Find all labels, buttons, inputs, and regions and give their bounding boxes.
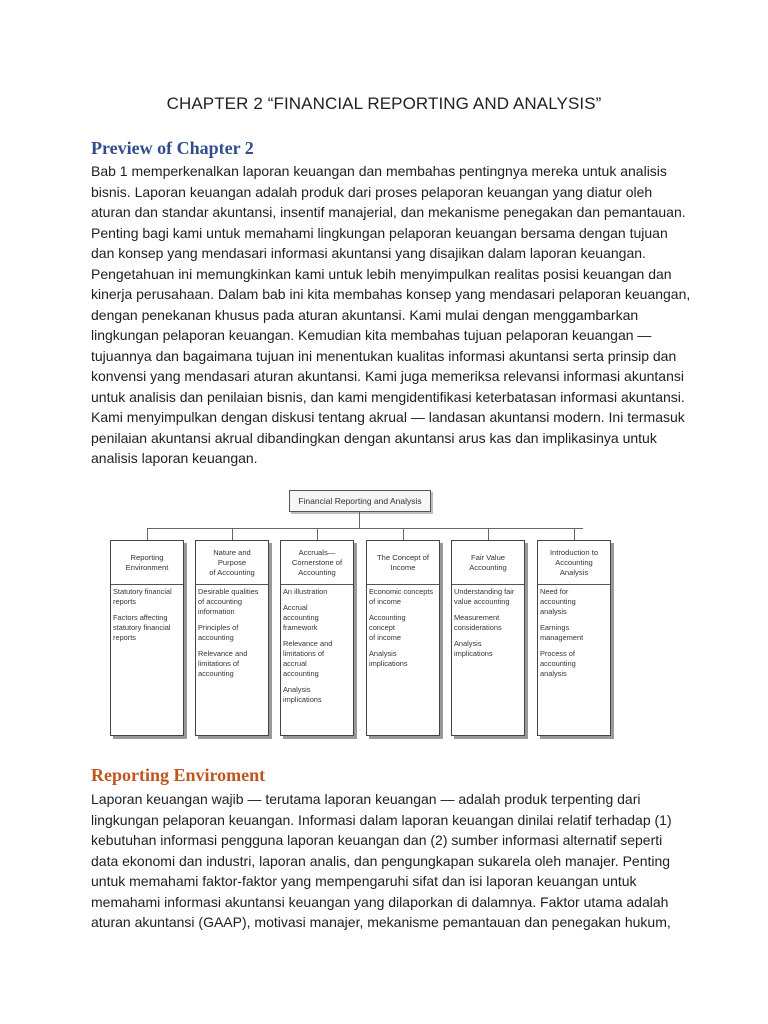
paragraph-line: analisis laporan keuangan. xyxy=(91,450,258,466)
diagram-column xyxy=(280,540,354,736)
paragraph-line: bisnis. Laporan keuangan adalah produk dari proses pelaporan keuangan yang diatur oleh xyxy=(91,183,653,200)
diagram-connector xyxy=(359,512,360,528)
diagram-column-item: Relevance and limitations of accrual accounting xyxy=(283,639,333,678)
diagram-column-heading: Fair Value Accounting xyxy=(452,541,524,585)
paragraph-line: tujuannya dan bagaimana tujuan ini menentukan kualitas informasi akuntansi serta prinsip dan xyxy=(91,347,677,364)
diagram-column-body xyxy=(281,585,353,713)
diagram-column-item: Analysis implications xyxy=(283,685,322,704)
diagram-column xyxy=(366,540,440,736)
diagram-connector xyxy=(147,528,583,529)
diagram-column-item: Earnings management xyxy=(540,623,584,642)
paragraph-line: untuk memahami faktor-faktor yang mempengaruhi sifat dan isi laporan keuangan untuk xyxy=(91,873,637,889)
diagram-column-body xyxy=(111,585,183,651)
diagram-connector xyxy=(488,528,489,540)
diagram-connector xyxy=(147,528,148,540)
preview-paragraph xyxy=(91,161,691,469)
diagram-column-item: Desirable qualities of accounting information xyxy=(198,587,259,616)
diagram-column-item: Process of accounting analysis xyxy=(540,649,576,678)
diagram-column xyxy=(195,540,269,736)
diagram-column-item: Measurement considerations xyxy=(454,613,502,632)
diagram-column xyxy=(110,540,184,736)
paragraph-line: Penting bagi kami untuk memahami lingkungan pelaporan keuangan bersama dengan tujuan xyxy=(91,224,668,241)
diagram-column-body xyxy=(538,585,610,687)
diagram-column-heading: Introduction to Accounting Analysis xyxy=(538,541,610,585)
diagram-column-heading: Reporting Environment xyxy=(111,541,183,585)
paragraph-line: kinerja perusahaan. Dalam bab ini kita membahas konsep yang mendasari pelaporan keuangan, xyxy=(91,286,691,302)
diagram-column-item: Accrual accounting framework xyxy=(283,603,319,632)
paragraph-line: Pengetahuan ini memungkinkan kami untuk lebih menyimpulkan realitas posisi keuangan dan xyxy=(91,265,672,282)
diagram-column-item: Principles of accounting xyxy=(198,623,239,642)
paragraph-line: memahami informasi akuntansi keuangan yang dilaporkan di dalamnya. Faktor utama adalah xyxy=(91,893,669,910)
paragraph-line: konvensi yang mendasari aturan akuntansi. Kami juga memeriksa relevansi informasi akuntansi xyxy=(91,368,684,384)
paragraph-line: Bab 1 memperkenalkan laporan keuangan dan membahas pentingnya mereka untuk analisis xyxy=(91,163,667,179)
diagram-column-item: Analysis implications xyxy=(454,639,493,658)
diagram-column-body xyxy=(196,585,268,687)
diagram-column-item: Statutory financial reports xyxy=(113,587,172,606)
diagram-connector xyxy=(403,528,404,540)
diagram-connector xyxy=(317,528,318,540)
reporting-paragraph xyxy=(91,789,687,933)
diagram-column-item: Analysis implications xyxy=(369,649,408,668)
preview-heading: Preview of Chapter 2 xyxy=(91,138,254,158)
paragraph-line: aturan akuntansi (GAAP), motivasi manajer, mekanisme pemantauan dan penegakan hukum, xyxy=(91,914,671,930)
diagram-column-heading: Accruals— Cornerstone of Accounting xyxy=(281,541,353,585)
reporting-environment-heading: Reporting Enviroment xyxy=(91,765,266,785)
paragraph-line: aturan dan standar akuntansi, insentif manajerial, dan mekanisme penegakan dan pemantauan. xyxy=(91,204,686,220)
diagram-column-body xyxy=(452,585,524,667)
diagram-column-item: Relevance and limitations of accounting xyxy=(198,649,248,678)
diagram-column-item: Factors affecting statutory financial reports xyxy=(113,613,171,642)
paragraph-line: dan konsep yang mendasari informasi akuntansi yang disajikan dalam laporan keuangan. xyxy=(91,245,646,261)
diagram-column xyxy=(451,540,525,736)
diagram-column-body xyxy=(367,585,439,677)
paragraph-line: kebutuhan informasi pengguna laporan keuangan dan (2) sumber informasi alternatif seperti xyxy=(91,832,663,848)
paragraph-line: Kami menyimpulkan dengan diskusi tentang akrual — landasan akuntansi modern. Ini termasuk xyxy=(91,409,685,425)
chapter-title: CHAPTER 2 “FINANCIAL REPORTING AND ANALYSIS” xyxy=(166,94,602,113)
paragraph-line: penilaian akuntansi akrual dibandingkan dengan akuntansi arus kas dan implikasinya untuk xyxy=(91,429,657,446)
diagram-connector xyxy=(232,528,233,540)
diagram-column-heading: The Concept of Income xyxy=(367,541,439,585)
diagram-connector xyxy=(574,528,575,540)
diagram-column-item: An illustration xyxy=(283,587,328,596)
diagram-root-box: Financial Reporting and Analysis xyxy=(289,490,431,512)
paragraph-line: lingkungan pelaporan keuangan. Informasi dalam laporan keuangan dinilai relatif terhadap (1) xyxy=(91,811,672,828)
paragraph-line: data ekonomi dan industri, laporan analis, dan pengungkapan sukarela oleh manajer. Penting xyxy=(91,852,671,869)
paragraph-line: dengan penekanan khusus pada aturan akuntansi. Kami mulai dengan menggambarkan xyxy=(91,306,639,323)
diagram-column-item: Economic concepts of income xyxy=(369,587,434,606)
paragraph-line: Laporan keuangan wajib — terutama laporan keuangan — adalah produk terpenting dari xyxy=(91,791,641,807)
diagram-column-item: Need for accounting analysis xyxy=(540,587,576,616)
paragraph-line: untuk analisis dan penilaian bisnis, dan kami mengidentifikasi keterbatasan informasi akuntansi. xyxy=(91,388,685,405)
paragraph-line: lingkungan pelaporan keuangan. Kemudian kita membahas tujuan pelaporan keuangan — xyxy=(91,327,652,343)
diagram-column-item: Accounting concept of income xyxy=(369,613,406,642)
diagram-column-heading: Nature and Purpose of Accounting xyxy=(196,541,268,585)
diagram-column-item: Understanding fair value accounting xyxy=(454,587,515,606)
diagram-column xyxy=(537,540,611,736)
